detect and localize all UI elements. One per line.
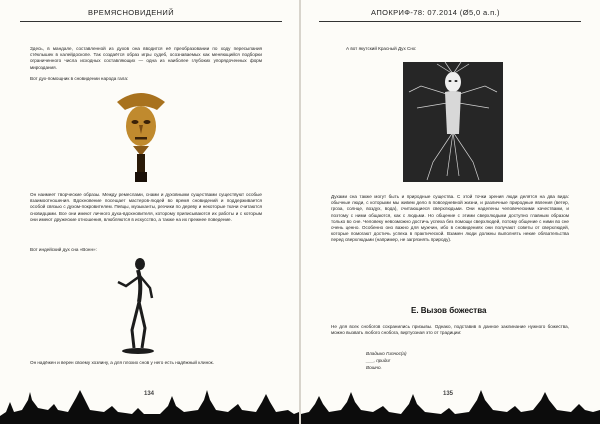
right-page xyxy=(301,0,600,424)
left-paragraph-3: Он надёжен и верен своему хозяину, а для плохих снов у него есть надёжный клинок. xyxy=(30,360,214,365)
left-caption-2: Вот индейский дух сна «Вонн»: xyxy=(30,247,97,252)
invocation-line-3: Вошно. xyxy=(366,365,382,370)
left-header-rule xyxy=(20,21,282,22)
carved-mask-image xyxy=(115,88,167,184)
right-page-number: 135 xyxy=(443,391,454,397)
section-title: Е. Вызов божества xyxy=(411,306,487,315)
invocation-line-1: Владыко Гипнос(а) xyxy=(366,351,407,356)
right-paragraph-2: Не для всех снобогов сохранились призывы. Однако, подставив в данное заклинание нужного божества, можно вызвать любого снобога, виртуозная это от традиции: xyxy=(331,324,569,336)
left-page xyxy=(0,0,299,424)
spirit-figurine-image xyxy=(112,256,164,356)
skyline-silhouette-right xyxy=(301,386,600,424)
invocation-line-2: ___, приди! xyxy=(366,358,391,363)
skyline-silhouette-left xyxy=(0,386,299,424)
right-header-title: АПОКРИФ-78: 07.2014 (Ø5,0 а.п.) xyxy=(371,8,500,17)
left-paragraph-1: Здесь, в мандале, составленной из духов она вводится её преобразовании по ходу пересыпания стёклышек в калейдоскопе. Так создаётся образ игры судеб, осознаваемых как меняющийся подборки ограниченного числа исходных составляющих — одна из наиболее глубоких упорядоченных форм мироздания. xyxy=(30,46,262,70)
right-caption-1: А вот якутский Красный Дух Снх: xyxy=(346,46,417,51)
left-page-number: 134 xyxy=(144,391,155,397)
red-spirit-image xyxy=(403,62,503,182)
right-paragraph-1: Духами сна также могут быть и природные существа. С этой точки зрения люди делятся на два вида: обычные люди, с которыми мы живем дело в повседневной жизни, и различные природные явления (ветер, гроза, солнце, воздух, вода), считающиеся сверхлюдьми. Они наделены человеческими качествами, и поэтому с ними общаются, как с людьми. Но общение с этими сверхлюдьми доступно главным образом только во сне. Человеку невозможно достичь успеха без помощи сверхлюдей, потому общение с ними во сне очень ценно. Особенно оно важно для мужчин, ибо в сновидениях они получают советы от сверхлюдей, которые помогают достичь успеха в практической. Взамен люди должны выполнять некие обязательства перед сверхлюдьми (например, не загрязнять природу). xyxy=(331,194,569,243)
left-header-title: ВРЕМЯСНОВИДЕНИЙ xyxy=(88,8,175,17)
left-caption-1: Вот дух-помощник в сновидении народа гала: xyxy=(30,76,129,81)
right-header-rule xyxy=(319,21,581,22)
left-paragraph-2: Он наимеет творческие образы. Между ремеслами, снами и духовными существами существуют особые взаимоотношения. Вдохновение посещает мастеров-людей во время сновидений и поддерживается особой связью с духом-покровителем. Певцы, музыканты, резчики по дереву и некоторые ткачи считаются сновидцами. Все они имеют личного духа-вдохновителя, которому приписываются их работы и с которым они имеют дружеские отношения, влюбляются в искусство, а также на их прежнее поведение. xyxy=(30,192,262,222)
